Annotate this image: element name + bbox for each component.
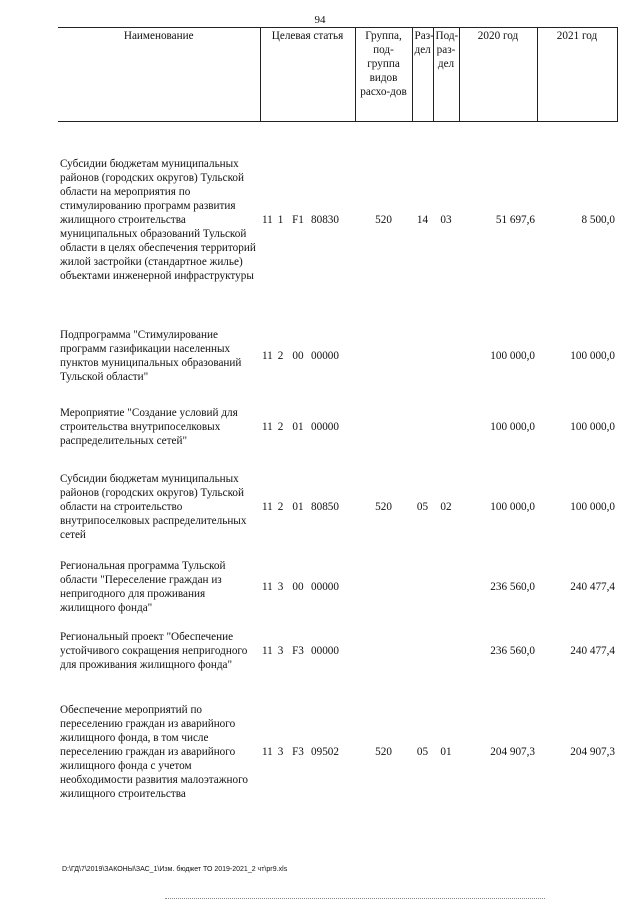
row-name: Подпрограмма "Стимулирование программ газификации населенных пунктов муниципальных образований Тульской области" [60, 329, 242, 383]
row-subsection: 02 [440, 500, 452, 513]
row-value-2020: 51 697,6 [495, 213, 536, 226]
row-expense-group: 520 [375, 213, 392, 226]
table-header-row [58, 28, 617, 122]
row-name: Региональный проект "Обеспечение устойчивого сокращения непригодного для проживания жилищного фонда" [60, 630, 248, 671]
row-name: Субсидии бюджетам муниципальных районов (городских округов) Тульской области на мероприятия по стимулированию программ развития жилищного строительства муниципальных образований Тульской области в целях обеспечения территорий жилой застройки (стандартное жилье) объектами инженерной инфраструктуры [60, 157, 256, 282]
row-code-direction: 09502 [311, 745, 339, 758]
row-value-2021: 8 500,0 [581, 213, 616, 226]
row-value-2020: 100 000,0 [490, 350, 536, 362]
row-section [412, 619, 433, 683]
footer-divider [165, 898, 545, 899]
row-code-program: 11 [262, 500, 273, 513]
row-section: 05 [416, 500, 429, 513]
row-code-subprogram: 3 [277, 644, 284, 657]
row-expense-group [355, 555, 412, 619]
table-row [58, 122, 617, 318]
row-subsection [433, 619, 459, 683]
row-subsection [433, 395, 459, 459]
row-expense-group: 520 [375, 500, 392, 513]
row-value-2021: 240 477,4 [570, 644, 616, 657]
row-expense-group: 520 [375, 745, 392, 758]
row-code-program: 11 [262, 580, 273, 593]
row-value-2021: 100 000,0 [570, 420, 616, 433]
row-code-program: 11 [262, 745, 273, 758]
row-code-program: 11 [262, 350, 273, 362]
row-code-program: 11 [262, 644, 273, 657]
table-body [58, 122, 617, 821]
row-code-program: 11 [262, 213, 273, 226]
row-section [412, 318, 433, 395]
row-value-2020: 204 907,3 [490, 745, 536, 758]
row-code-subprogram: 3 [277, 745, 284, 758]
row-section: 05 [416, 745, 429, 758]
budget-table [58, 27, 618, 821]
row-name: Мероприятие "Создание условий для строительства внутрипоселковых распределительных сетей" [60, 406, 238, 447]
row-code-direction: 80830 [311, 213, 339, 226]
row-code-direction: 00000 [311, 580, 339, 593]
row-value-2020: 100 000,0 [490, 420, 536, 433]
header-target-article: Целевая статья [260, 28, 355, 122]
row-subsection: 01 [440, 745, 452, 758]
row-expense-group [355, 619, 412, 683]
row-code-event: F3 [292, 745, 304, 758]
table-row [58, 459, 617, 555]
row-code-subprogram: 2 [277, 500, 284, 513]
file-path-footer: D:\ГД\7\2019\ЗАКОНЫ\ЗАС_1\Изм. бюджет ТО 2019-2021_2 чт\рг9.xls [62, 866, 288, 873]
header-section: Раз-дел [412, 28, 433, 122]
header-expense-group: Группа, под-группа видов расхо-дов [355, 28, 412, 122]
header-year-2021: 2021 год [537, 28, 617, 122]
row-section [412, 395, 433, 459]
row-value-2021: 240 477,4 [570, 580, 616, 593]
row-subsection: 03 [440, 213, 452, 226]
row-code-event: F3 [292, 644, 304, 657]
table-row [58, 395, 617, 459]
row-name: Субсидии бюджетам муниципальных районов (городских округов) Тульской области на строительство внутрипоселковых распределительных сетей [60, 472, 247, 541]
row-code-event: F1 [292, 213, 304, 226]
header-year-2020: 2020 год [459, 28, 537, 122]
row-code-event: 00 [292, 350, 304, 362]
row-subsection [433, 555, 459, 619]
table-row [58, 318, 617, 395]
row-code-subprogram: 3 [277, 580, 284, 593]
page-number: 94 [314, 14, 326, 26]
row-value-2021: 204 907,3 [570, 745, 616, 758]
header-name: Наименование [58, 28, 260, 122]
table-row [58, 619, 617, 683]
row-code-program: 11 [262, 420, 273, 433]
table-row [58, 555, 617, 619]
row-name: Региональная программа Тульской области "Переселение граждан из непригодного для проживания жилищного фонда" [60, 559, 226, 614]
row-subsection [433, 318, 459, 395]
row-value-2020: 100 000,0 [490, 500, 536, 513]
row-code-event: 00 [292, 580, 304, 593]
row-code-subprogram: 1 [277, 213, 284, 226]
row-code-subprogram: 2 [277, 350, 284, 362]
row-value-2020: 236 560,0 [490, 580, 536, 593]
row-section: 14 [416, 213, 429, 226]
header-subsection: Под-раз-дел [433, 28, 459, 122]
row-code-event: 01 [292, 420, 304, 433]
row-expense-group [355, 395, 412, 459]
row-name: Обеспечение мероприятий по переселению граждан из аварийного жилищного фонда, в том числе переселению граждан из аварийного жилищного фонда с учетом необходимости развития малоэтажного жилищного строительства [60, 703, 248, 800]
row-code-subprogram: 2 [277, 420, 284, 433]
row-value-2021: 100 000,0 [570, 500, 616, 513]
row-code-event: 01 [292, 500, 304, 513]
row-value-2020: 236 560,0 [490, 644, 536, 657]
row-section [412, 555, 433, 619]
row-code-direction: 00000 [311, 644, 339, 657]
row-expense-group [355, 318, 412, 395]
row-code-direction: 80850 [311, 500, 339, 513]
row-value-2021: 100 000,0 [570, 350, 616, 362]
row-code-direction: 00000 [311, 420, 339, 433]
table-row [58, 683, 617, 821]
row-code-direction: 00000 [311, 350, 339, 362]
